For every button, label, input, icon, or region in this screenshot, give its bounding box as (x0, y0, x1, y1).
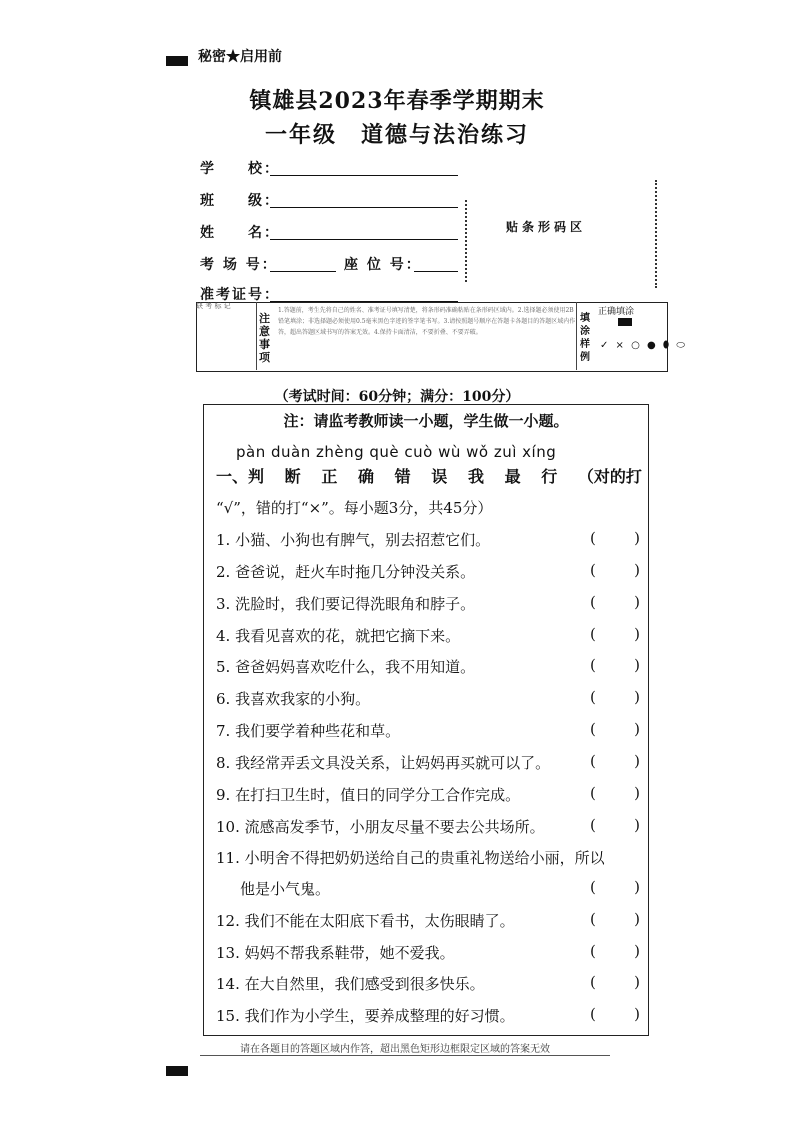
question-5: 5. 爸爸妈妈喜欢吃什么，我不用知道。 (216, 658, 476, 676)
section1-heading (216, 464, 642, 487)
answer-blank-13[interactable]: ( ) (590, 942, 640, 960)
footer-note: 请在各题目的答题区域内作答，超出黑色矩形边框限定区域的答案无效 (240, 1044, 550, 1055)
ticket-label: 准考证号： (200, 287, 280, 303)
absent-mark-area (196, 302, 257, 370)
question-3: 3. 洗脸时，我们要记得洗眼角和脖子。 (216, 595, 476, 613)
proctor-instruction: 注：请监考教师读一小题，学生做一小题。 (283, 412, 569, 430)
filled-sample-icon (618, 318, 632, 326)
question-6: 6. 我喜欢我家的小狗。 (216, 690, 371, 708)
exam-subtitle: 一年级 道德与法治练习 (264, 122, 529, 148)
absent-mark-label: 缺 考 标 记 (196, 302, 231, 310)
exam-time: （考试时间：60分钟；满分：100分） (274, 389, 520, 405)
section1-char: 确 (357, 467, 374, 486)
question-11-continued: 他是小气鬼。 (240, 880, 331, 898)
question-9: 9. 在打扫卫生时，值日的同学分工合作完成。 (216, 786, 521, 804)
section1-char: 正 (321, 467, 338, 486)
name-label: 姓 名： (200, 225, 280, 241)
section1-char: 错 (394, 467, 411, 486)
exam-room-field[interactable] (270, 271, 336, 272)
answer-blank-8[interactable]: ( ) (590, 752, 640, 770)
section1-char: 行 (541, 467, 558, 486)
answer-blank-12[interactable]: ( ) (590, 910, 640, 928)
answer-blank-9[interactable]: ( ) (590, 784, 640, 802)
secret-label: 秘密★启用前 (198, 49, 282, 65)
school-label: 学 校： (200, 161, 280, 177)
answer-blank-1[interactable]: ( ) (590, 529, 640, 547)
wrong-samples: ✓ × ○ ● ⬮ ⬭ (600, 340, 687, 351)
section1-char: 断 (284, 467, 301, 486)
class-field[interactable] (270, 207, 458, 208)
answer-blank-6[interactable]: ( ) (590, 688, 640, 706)
sample-heading: 填涂样例 (580, 313, 590, 363)
sample-correct-label: 正确填涂 (598, 307, 635, 317)
question-8: 8. 我经常弄丢文具没关系，让妈妈再买就可以了。 (216, 754, 551, 772)
question-7: 7. 我们要学着种些花和草。 (216, 722, 401, 740)
seat-field[interactable] (414, 271, 458, 272)
seat-label: 座 位 号： (344, 257, 422, 273)
name-field[interactable] (270, 239, 458, 240)
corner-marker-top (166, 56, 188, 66)
class-label: 班 级： (200, 193, 280, 209)
section1-char: （对的打 (577, 467, 642, 486)
answer-blank-3[interactable]: ( ) (590, 593, 640, 611)
section1-char: 一、判 (216, 467, 265, 486)
barcode-border-left (465, 200, 467, 282)
section1-char: 我 (467, 467, 484, 486)
section1-char: 误 (431, 467, 448, 486)
answer-blank-4[interactable]: ( ) (590, 625, 640, 643)
answer-blank-5[interactable]: ( ) (590, 656, 640, 674)
answer-blank-11[interactable]: ( ) (590, 878, 640, 896)
answer-blank-15[interactable]: ( ) (590, 1005, 640, 1023)
question-11: 11. 小明舍不得把奶奶送给自己的贵重礼物送给小丽，所以 (216, 849, 605, 867)
question-10: 10. 流感高发季节，小朋友尽量不要去公共场所。 (216, 818, 545, 836)
answer-blank-7[interactable]: ( ) (590, 720, 640, 738)
question-14: 14. 在大自然里，我们感受到很多快乐。 (216, 975, 485, 993)
answer-blank-2[interactable]: ( ) (590, 561, 640, 579)
answer-blank-10[interactable]: ( ) (590, 816, 640, 834)
question-12: 12. 我们不能在太阳底下看书，太伤眼睛了。 (216, 912, 515, 930)
section1-pinyin: pàn duàn zhèng què cuò wù wǒ zuì xíng (236, 443, 557, 461)
school-field[interactable] (270, 175, 458, 176)
corner-marker-bottom (166, 1066, 188, 1076)
section1-char: 最 (504, 467, 521, 486)
notes-heading: 注意事项 (259, 312, 270, 364)
barcode-area-label: 贴条形码区 (506, 220, 587, 234)
section1-instruction: “√”，错的打“×”。每小题3分，共45分） (216, 499, 493, 517)
question-15: 15. 我们作为小学生，要养成整理的好习惯。 (216, 1007, 515, 1025)
barcode-border-right (655, 180, 657, 288)
answer-blank-14[interactable]: ( ) (590, 973, 640, 991)
exam-title: 镇雄县2023年春季学期期末 (249, 88, 545, 114)
footer-line (200, 1055, 610, 1056)
question-4: 4. 我看见喜欢的花，就把它摘下来。 (216, 627, 461, 645)
question-2: 2. 爸爸说，赶火车时拖几分钟没关系。 (216, 563, 476, 581)
exam-room-label: 考 场 号： (200, 257, 278, 273)
notes-text: 1.答题前，考生先将自己的姓名、准考证号填写清楚，将条形码准确粘贴在条形码区域内。2.选择题必须使用2B铅笔填涂；非选择题必须使用0.5毫米黑色字迹的签字笔书写。3.请按照题号顺序在答题卡各题目的答题区域内作答，超出答题区域书写的答案无效。4.保持卡面清洁，不要折叠、不要弄破。 (278, 307, 576, 336)
question-1: 1. 小猫、小狗也有脾气，别去招惹它们。 (216, 531, 491, 549)
question-13: 13. 妈妈不帮我系鞋带，她不爱我。 (216, 944, 455, 962)
